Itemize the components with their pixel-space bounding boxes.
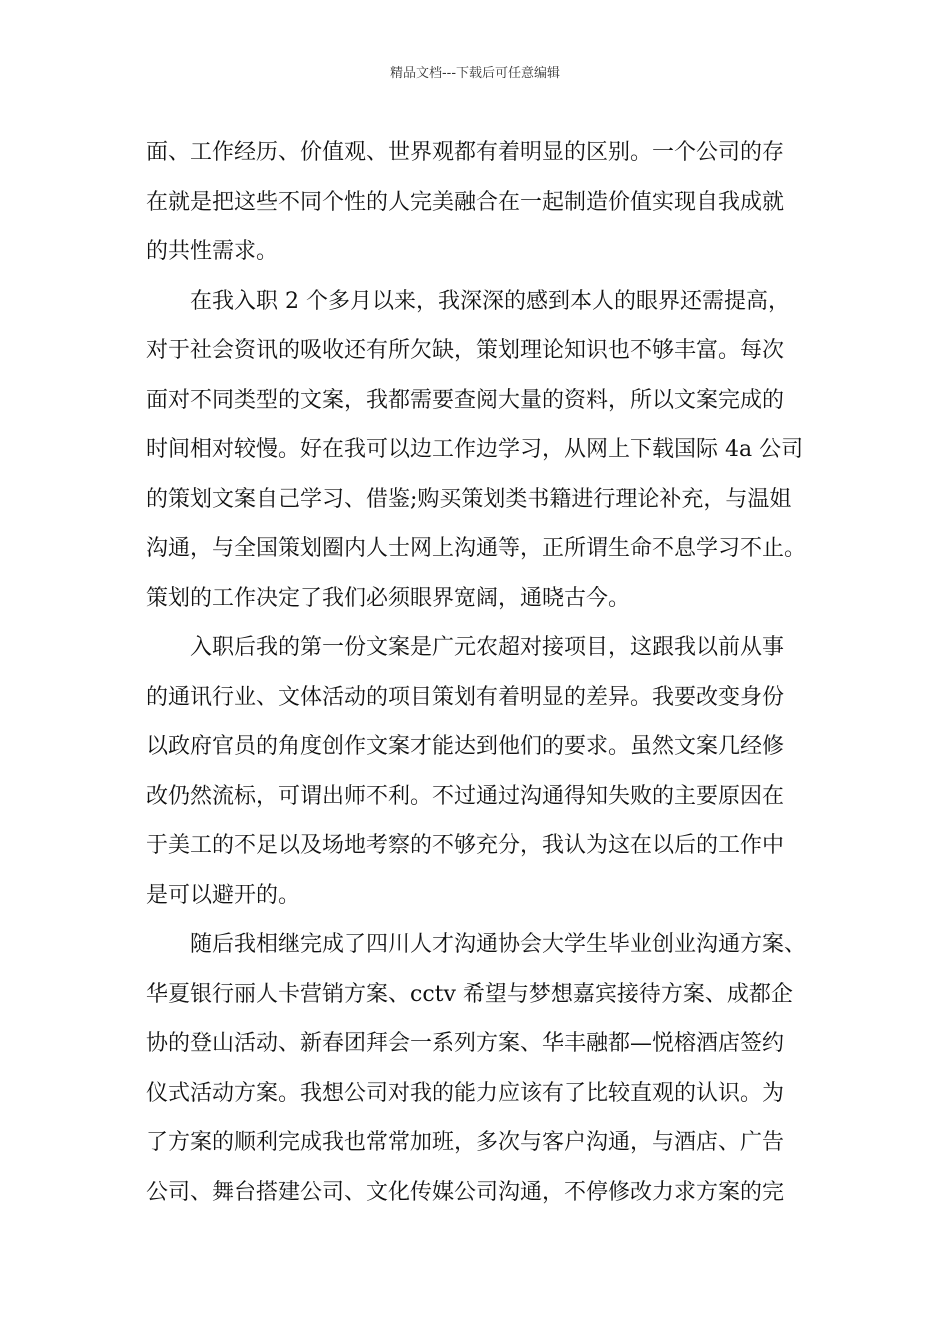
text-line: 的共性需求。: [146, 239, 279, 264]
page-header: 精品文档---下载后可任意编辑: [389, 66, 561, 81]
text-line: 改仍然流标，可谓出师不利。不过通过沟通得知失败的主要原因在: [146, 783, 785, 809]
text-line: 的策划文案自己学习、借鉴;购买策划类书籍进行理论补充，与温姐: [146, 486, 792, 512]
paragraph-3: [146, 626, 826, 923]
text-line: 随后我相继完成了四川人才沟通协会大学生毕业创业沟通方案、: [190, 932, 807, 957]
text-line: 在就是把这些不同个性的人完美融合在一起制造价值实现自我成就: [146, 189, 785, 215]
text-line: 的通讯行业、文体活动的项目策划有着明显的差异。我要改变身份: [146, 684, 785, 710]
paragraph-1: [146, 131, 826, 280]
text-line: 协的登山活动、新春团拜会一系列方案、华丰融都—悦榕酒店签约: [146, 1031, 785, 1056]
text-line: 以政府官员的角度创作文案才能达到他们的要求。虽然文案几经修: [146, 734, 785, 759]
text-line: 对于社会资讯的吸收还有所欠缺，策划理论知识也不够丰富。每次: [146, 338, 785, 363]
paragraph-4: [146, 923, 826, 1220]
text-line: 时间相对较慢。好在我可以边工作边学习，从网上下载国际 4a 公司: [146, 437, 804, 462]
text-line: 公司、舞台搭建公司、文化传媒公司沟通，不停修改力求方案的完: [146, 1179, 785, 1205]
text-line: 沟通，与全国策划圈内人士网上沟通等，正所谓生命不息学习不止。: [146, 536, 807, 561]
text-line: 仪式活动方案。我想公司对我的能力应该有了比较直观的认识。为: [146, 1080, 785, 1106]
text-line: 面对不同类型的文案，我都需要查阅大量的资料，所以文案完成的: [146, 387, 785, 413]
text-line: 面、工作经历、价值观、世界观都有着明显的区别。一个公司的存: [146, 140, 785, 165]
paragraph-2: [146, 280, 826, 627]
text-line: 策划的工作决定了我们必须眼界宽阔，通晓古今。: [146, 585, 631, 611]
text-line: 是可以避开的。: [146, 882, 301, 908]
text-line: 在我入职 2 个多月以来，我深深的感到本人的眼界还需提高，: [190, 288, 790, 314]
text-line: 入职后我的第一份文案是广元农超对接项目，这跟我以前从事: [190, 635, 785, 660]
document-body: [146, 131, 826, 1220]
text-line: 华夏银行丽人卡营销方案、cctv 希望与梦想嘉宾接待方案、成都企: [146, 981, 793, 1007]
text-line: 了方案的顺利完成我也常常加班，多次与客户沟通，与酒店、广告: [146, 1130, 785, 1155]
text-line: 于美工的不足以及场地考察的不够充分，我认为这在以后的工作中: [146, 833, 785, 858]
